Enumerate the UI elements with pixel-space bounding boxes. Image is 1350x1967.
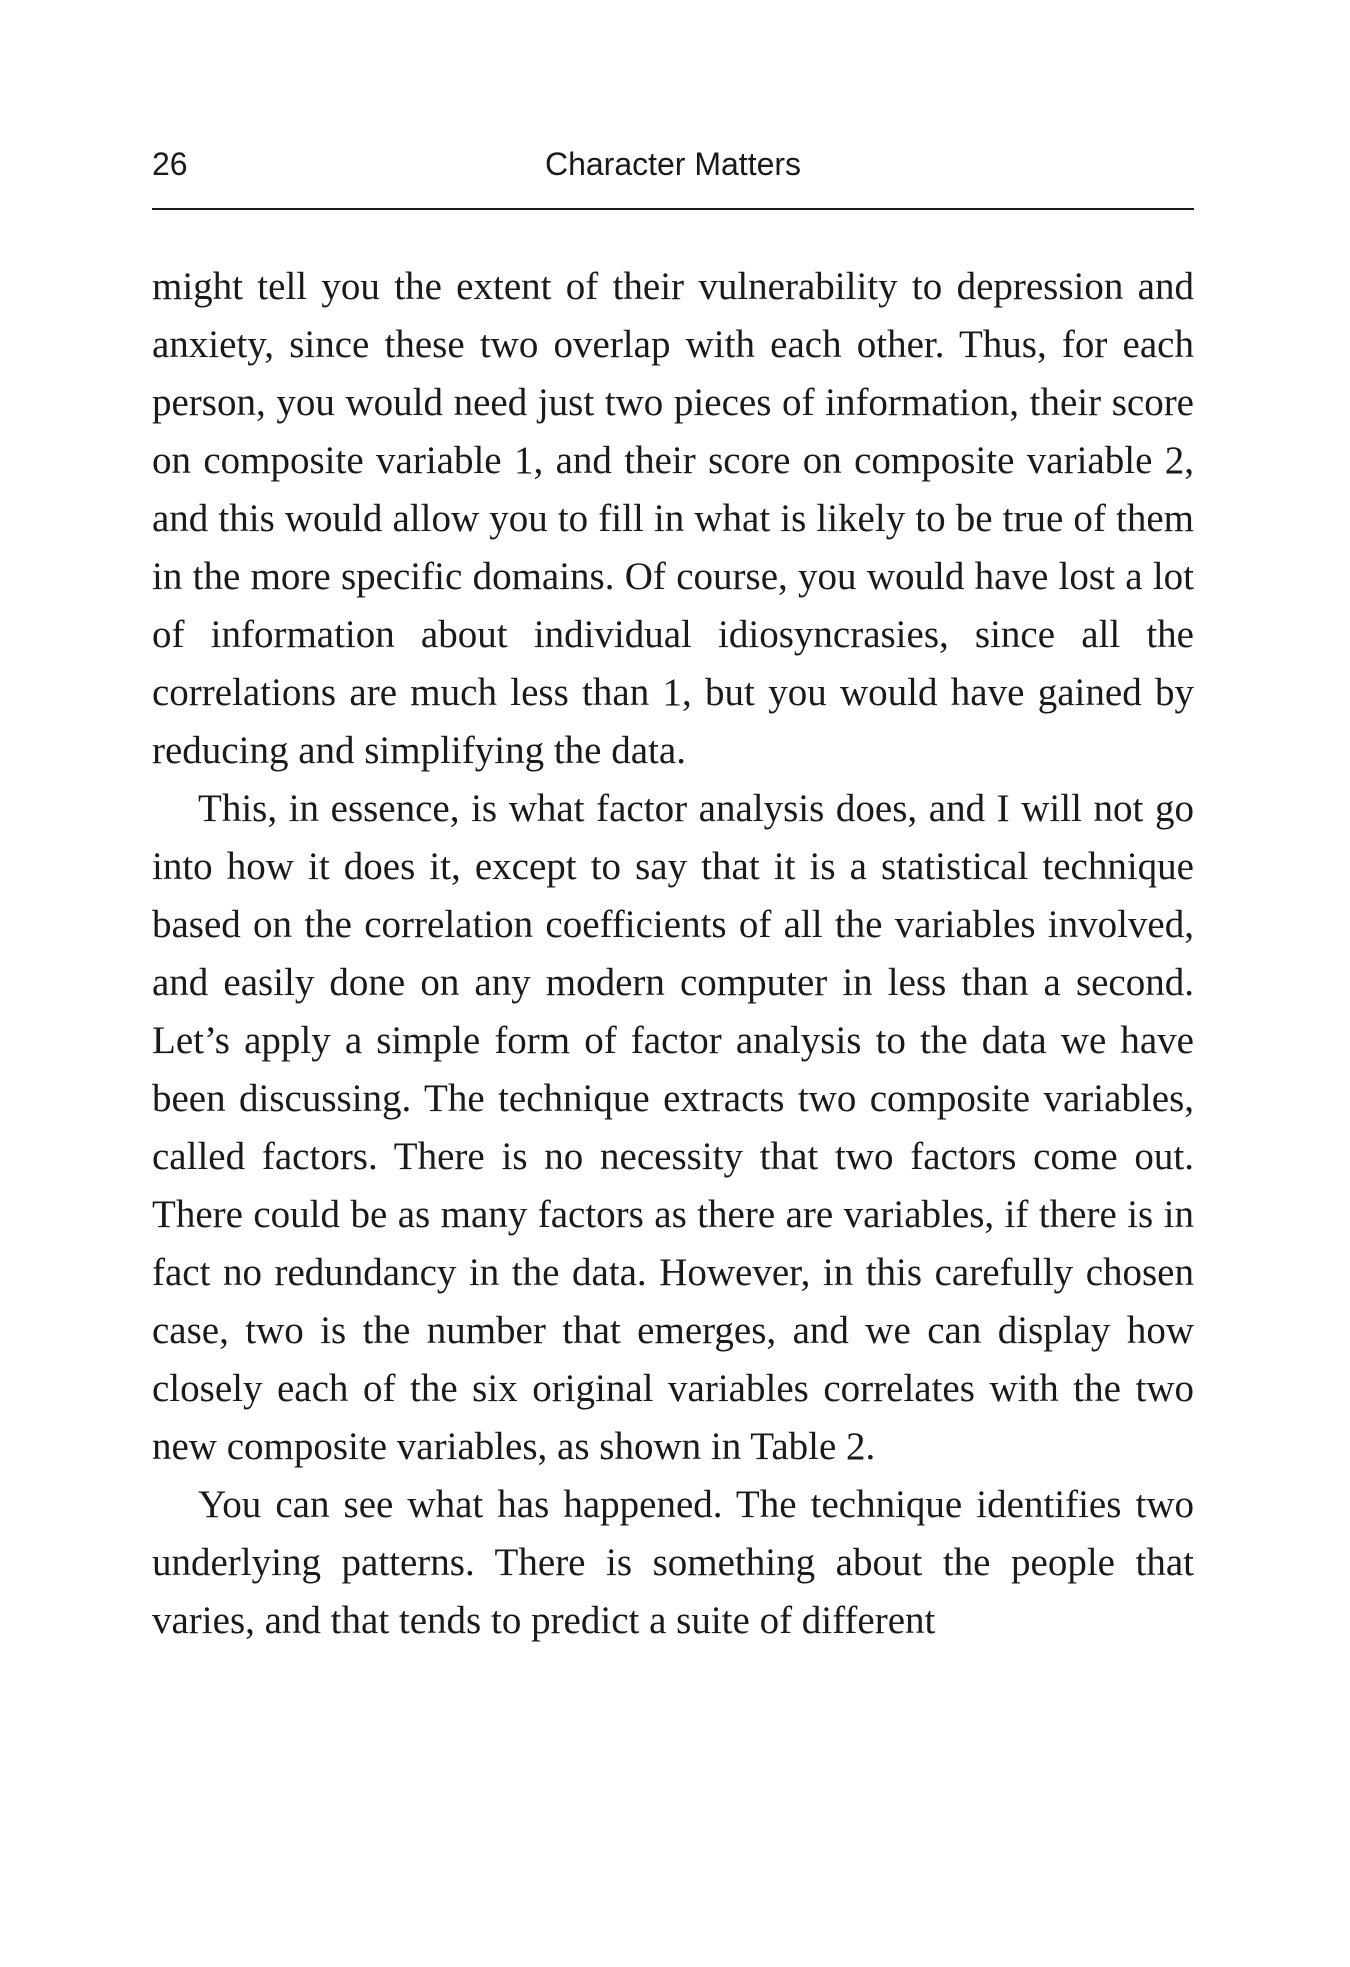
paragraph: might tell you the extent of their vulnerability to depression and anxiety, since these two overlap with each other. Thus, for each person, you would need just two pieces of information, their score on composite variable 1, and their score on composite variable 2, and this would allow you to fill in what is likely to be true of them in the more specific domains. Of course, you would have lost a lot of information about individual idiosyncrasies, since all the correlations are much less than 1, but you would have gained by reducing and simplifying the data.	[152, 265, 1194, 772]
running-title: Character Matters	[544, 146, 802, 182]
body-text	[152, 258, 1194, 1650]
paragraph: This, in essence, is what factor analysis does, and I will not go into how it does it, except to say that it is a statistical technique based on the correlation coefficients of all the variables involved, and easily done on any modern computer in less than a second. Let’s apply a simple form of factor analysis to the data we have been discussing. The technique extracts two composite variables, called factors. There is no necessity that two factors come out. There could be as many factors as there are variables, if there is in fact no redundancy in the data. However, in this carefully chosen case, two is the number that emerges, and we can display how closely each of the six original variables correlates with the two new composite variables, as shown in Table 2.	[152, 787, 1194, 1468]
page-number: 26	[152, 146, 188, 182]
running-head	[152, 140, 1194, 190]
header-rule	[152, 208, 1194, 210]
paragraph: You can see what has happened. The technique identifies two underlying patterns. There is something about the people that varies, and that tends to predict a suite of different	[152, 1483, 1194, 1642]
